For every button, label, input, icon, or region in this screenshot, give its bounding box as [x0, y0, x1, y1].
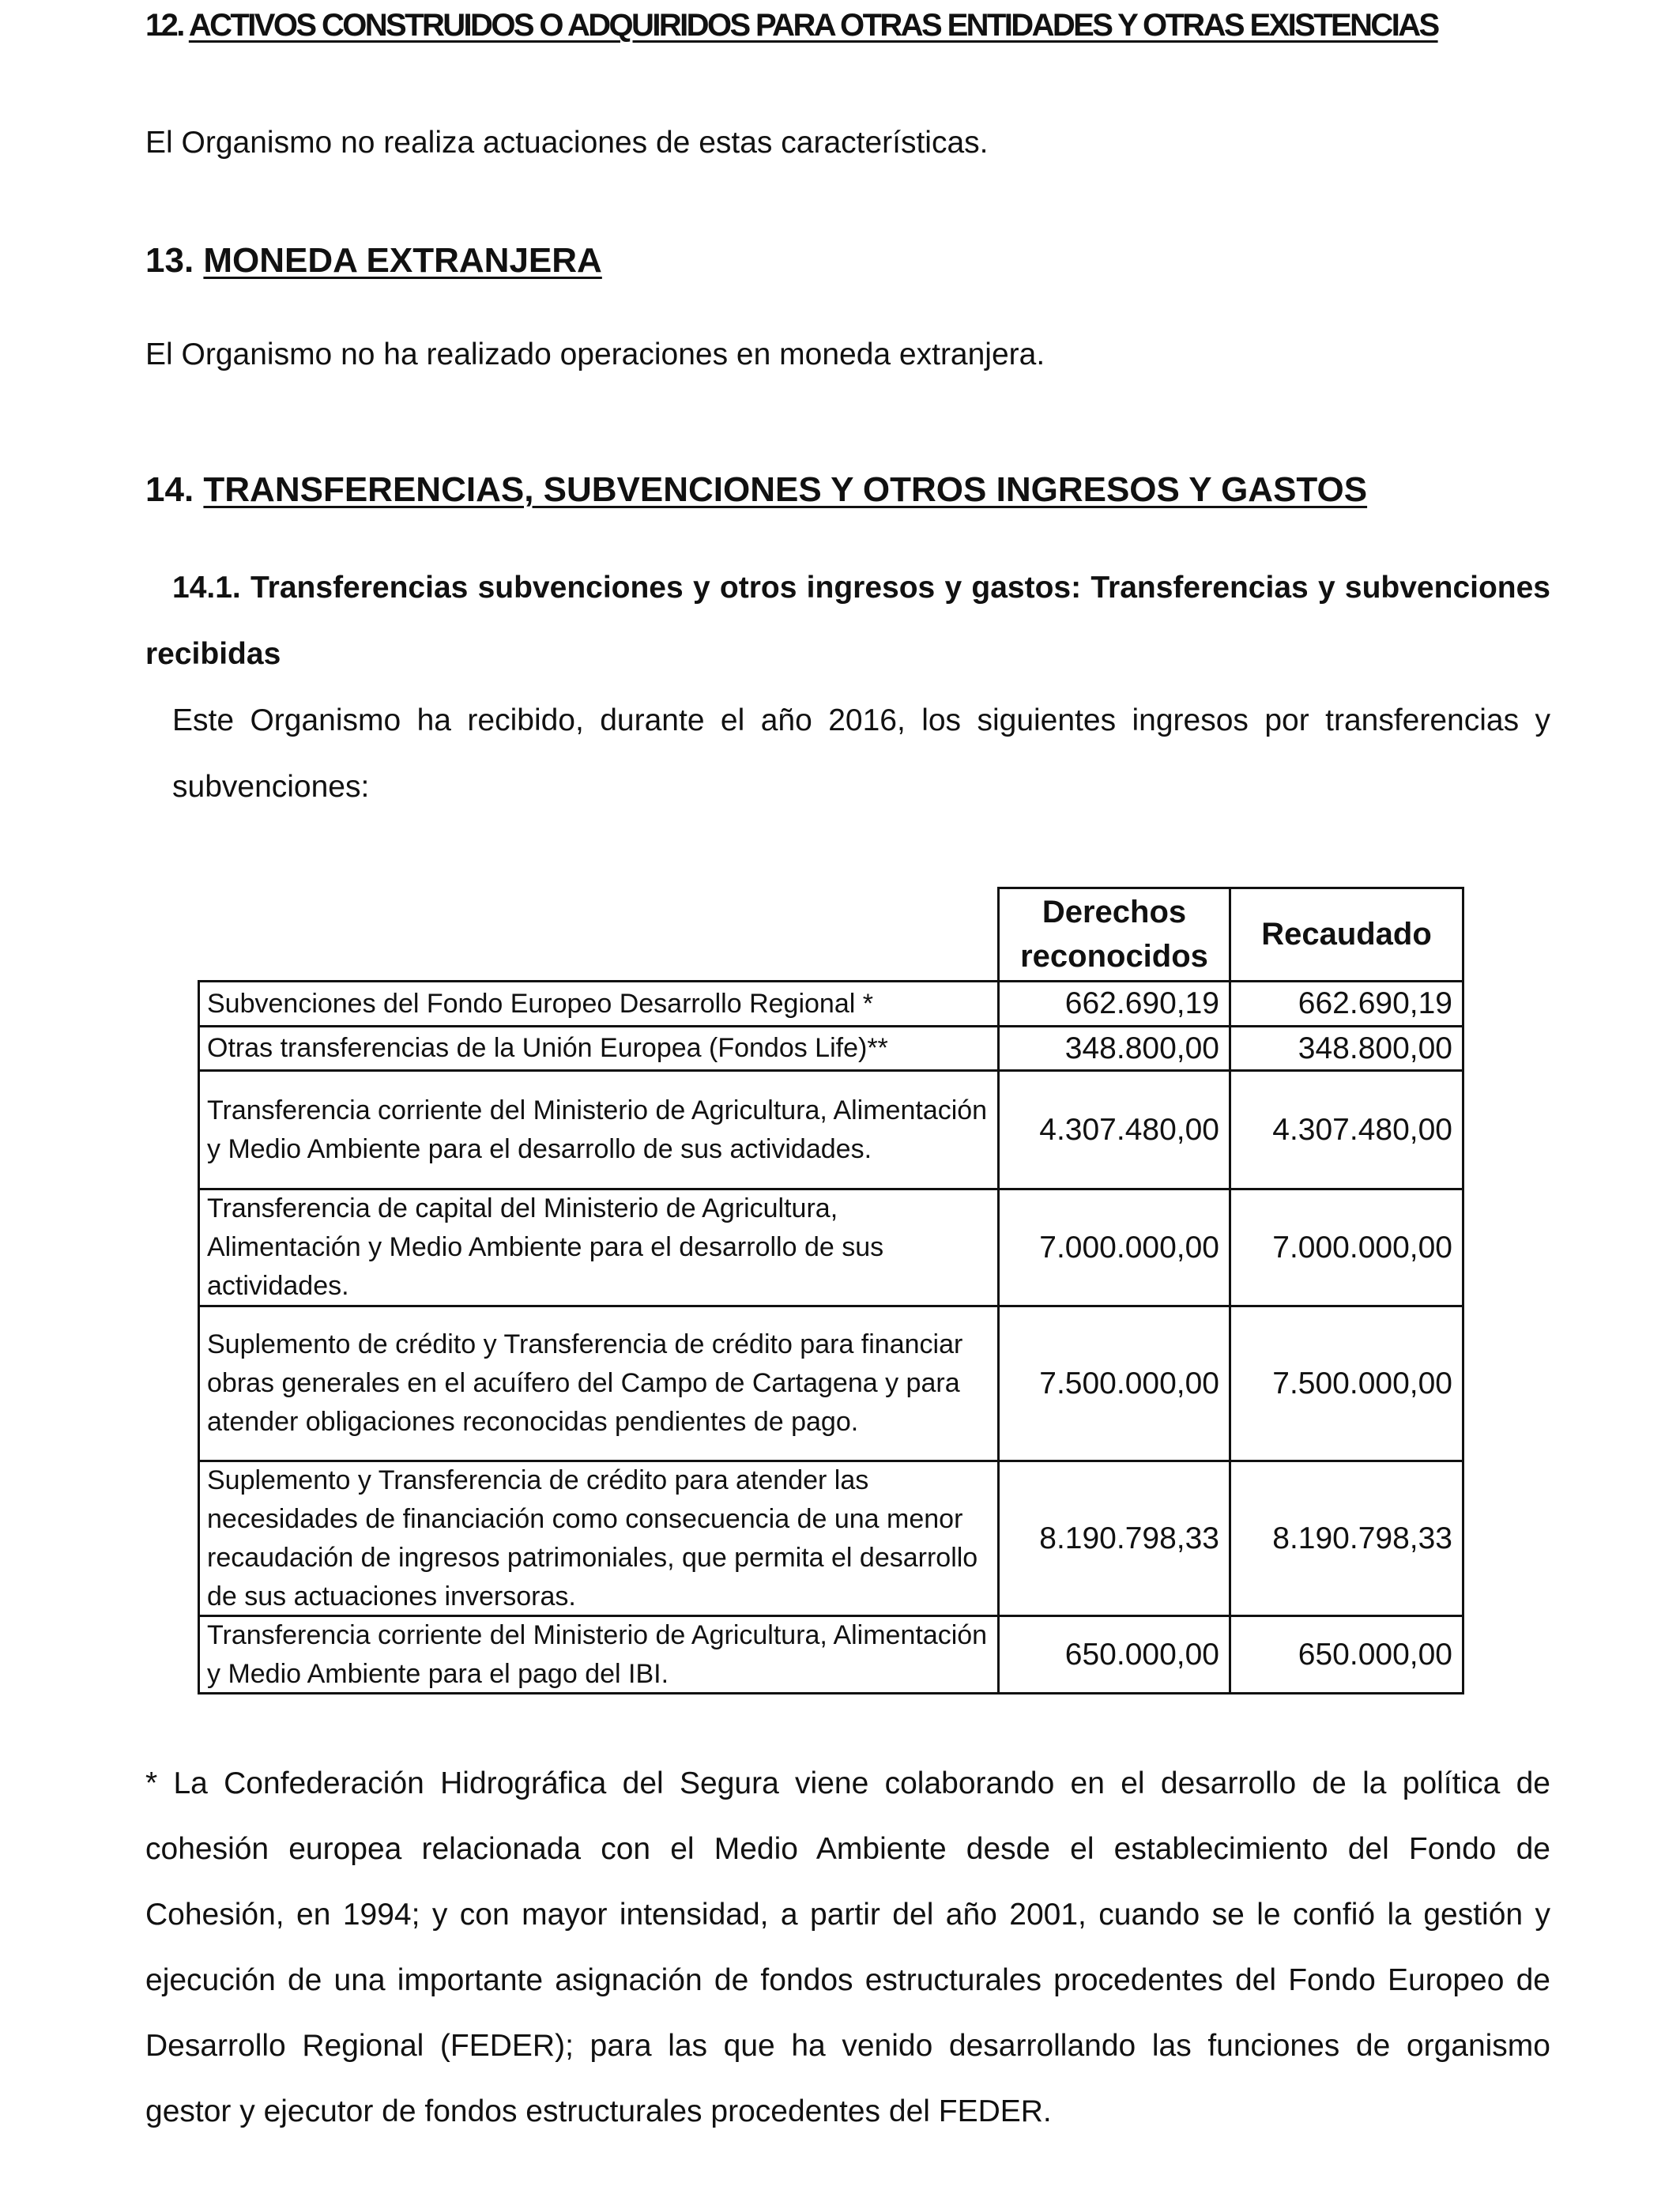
section-13-body: El Organismo no ha realizado operaciones en moneda extranjera.	[145, 337, 1045, 371]
row-recaudado-value: 4.307.480,00	[1272, 1112, 1452, 1147]
section-13-number: 13.	[145, 241, 194, 280]
section-14-title: TRANSFERENCIAS, SUBVENCIONES Y OTROS INGRESOS Y GASTOS	[203, 470, 1368, 509]
row-description: Suplemento de crédito y Transferencia de crédito para financiar obras generales en el acuífero del Campo de Cartagena y para atender obligaciones reconocidas pendientes de pago.	[207, 1329, 963, 1437]
row-derechos-value: 7.000.000,00	[1039, 1230, 1219, 1265]
column-header-recaudado: Recaudado	[1261, 917, 1432, 952]
row-recaudado-value: 8.190.798,33	[1272, 1521, 1452, 1555]
row-derechos-value: 662.690,19	[1064, 986, 1219, 1020]
row-description: Transferencia de capital del Ministerio de Agricultura, Alimentación y Medio Ambiente para el desarrollo de sus actividades.	[207, 1193, 884, 1301]
row-derechos-value: 7.500.000,00	[1039, 1366, 1219, 1400]
row-description: Subvenciones del Fondo Europeo Desarrollo Regional *	[207, 988, 873, 1019]
section-13-title: MONEDA EXTRANJERA	[203, 241, 602, 280]
table-left-border	[198, 980, 200, 1695]
row-derechos-value: 650.000,00	[1064, 1637, 1219, 1672]
section-14-number: 14.	[145, 470, 194, 509]
row-recaudado-value: 662.690,19	[1298, 986, 1452, 1020]
column-header-derechos: Derechos reconocidos	[1020, 895, 1208, 974]
row-description: Transferencia corriente del Ministerio de Agricultura, Alimentación y Medio Ambiente para el pago del IBI.	[207, 1619, 988, 1689]
row-recaudado-value: 7.000.000,00	[1272, 1230, 1452, 1265]
subsection-14-1-title: Transferencias subvenciones y otros ingresos y gastos: Transferencias y subvenciones recibidas	[145, 571, 1550, 671]
row-recaudado-value: 348.800,00	[1298, 1031, 1452, 1065]
row-description: Transferencia corriente del Ministerio de Agricultura, Alimentación y Medio Ambiente para el desarrollo de sus actividades.	[207, 1095, 988, 1164]
table-header-right-border	[1462, 887, 1464, 980]
footnote-feder: * La Confederación Hidrográfica del Segura viene colaborando en el desarrollo de la política de cohesión europea relacionada con el Medio Ambiente desde el establecimiento del Fondo de Cohesión, en 1994; y con mayor intensidad, a partir del año 2001, cuando se le confió la gestión y ejecución de una importante asignación de fondos estructurales procedentes del Fondo Europeo de Desarrollo Regional (FEDER); para las que ha venido desarrollando las funciones de organismo gestor y ejecutor de fondos estructurales procedentes del FEDER.	[145, 1766, 1550, 2128]
subsection-14-1-intro: Este Organismo ha recibido, durante el año 2016, los siguientes ingresos por transferencias y subvenciones:	[172, 703, 1550, 804]
subsection-14-1-number: 14.1.	[172, 571, 241, 605]
table-right-border	[1462, 980, 1464, 1695]
section-12-title: ACTIVOS CONSTRUIDOS O ADQUIRIDOS PARA OTRAS ENTIDADES Y OTRAS EXISTENCIAS	[188, 8, 1438, 43]
section-12-body: El Organismo no realiza actuaciones de estas características.	[145, 126, 989, 160]
section-12-heading	[145, 8, 1560, 43]
row-description: Suplemento y Transferencia de crédito para atender las necesidades de financiación como consecuencia de una menor recaudación de ingresos patrimoniales, que permita el desarrollo de sus actuaciones inversoras.	[207, 1465, 978, 1612]
table-header-left-border	[997, 887, 1000, 980]
row-recaudado-value: 7.500.000,00	[1272, 1366, 1452, 1400]
row-description: Otras transferencias de la Unión Europea (Fondos Life)**	[207, 1033, 888, 1063]
row-derechos-value: 348.800,00	[1064, 1031, 1219, 1065]
row-derechos-value: 4.307.480,00	[1039, 1112, 1219, 1147]
section-13-heading	[145, 241, 602, 281]
subsection-14-1-heading	[145, 555, 1550, 688]
section-14-heading	[145, 470, 1367, 510]
row-derechos-value: 8.190.798,33	[1039, 1521, 1219, 1555]
row-recaudado-value: 650.000,00	[1298, 1637, 1452, 1672]
table-header-divider	[1229, 887, 1231, 980]
section-12-number: 12.	[145, 8, 183, 43]
